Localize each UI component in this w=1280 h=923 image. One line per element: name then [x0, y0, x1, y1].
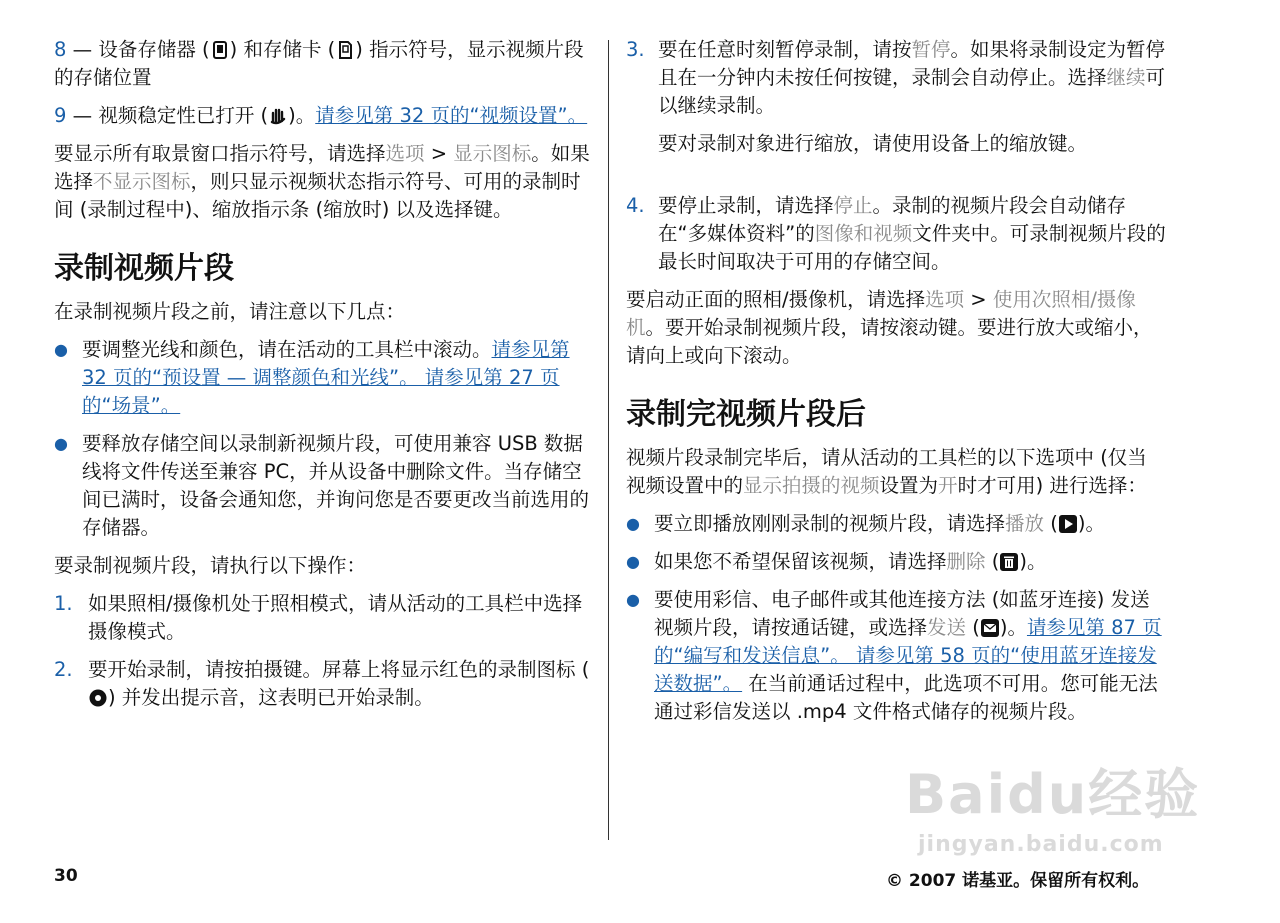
step-1: 1. 如果照相/摄像机处于照相模式，请从活动的工具栏中选择摄像模式。: [54, 592, 583, 643]
page-number: 30: [54, 866, 78, 886]
step-4: 4. 要停止录制，请选择停止。录制的视频片段会自动储存在“多媒体资料”的图像和视频文件夹中。可录制视频片段的最长时间取决于可用的存储空间。: [626, 194, 1166, 273]
right-column: [626, 36, 1166, 736]
steps-intro: 要录制视频片段，请执行以下操作：: [54, 554, 367, 577]
copyright-notice: © 2007 诺基亚。保留所有权利。: [886, 871, 1150, 891]
continue-term: 继续: [1106, 66, 1146, 89]
show-icons-term: 显示图标: [453, 142, 532, 165]
options-term: 选项: [385, 142, 425, 165]
bullet-item-send: ● 要使用彩信、电子邮件或其他连接方法 (如蓝牙连接) 发送视频片段，请按通话键，或选择发送 ( )。请参见第 87 页的“编写和发送信息”。 请参见第 58 页的“使用蓝牙连接发送数据”。 在当前通话过程中，此选项不可用。您可能无法通过彩信发送以 .mp4 文件格式储存的视频片段。: [626, 588, 1162, 723]
legend-item-9: 9 — 视频稳定性已打开 ( )。请参见第 32 页的“视频设置”。: [54, 104, 588, 127]
on-term: 开: [938, 474, 958, 497]
bullet-marker: ●: [54, 434, 68, 453]
record-intro: 在录制视频片段之前，请注意以下几点：: [54, 300, 406, 323]
send-term: 发送: [927, 616, 967, 639]
front-camera-paragraph: 要启动正面的照相/摄像机，请选择选项 > 使用次照相/摄像机。要开始录制视频片段，请按滚动键。要进行放大或缩小，请向上或向下滚动。: [626, 288, 1153, 367]
record-icon: [89, 689, 107, 707]
messages-bluetooth-link[interactable]: 请参见第 87 页的“编写和发送信息”。 请参见第 58 页的“使用蓝牙连接发送数据”。: [654, 616, 1162, 695]
bullet-item: ● 要调整光线和颜色，请在活动的工具栏中滚动。请参见第 32 页的“预设置 — 调整颜色和光线”。 请参见第 27 页的“场景”。: [54, 338, 570, 417]
watermark-url: jingyan.baidu.com: [918, 832, 1164, 857]
secondary-camera-term: 使用次照相/摄像机: [626, 288, 1136, 339]
bullet-marker: ●: [54, 340, 68, 359]
options-term: 选项: [925, 288, 965, 311]
pause-term: 暂停: [911, 38, 951, 61]
bullet-marker: ●: [626, 514, 640, 533]
hide-icons-term: 不显示图标: [93, 170, 191, 193]
stop-term: 停止: [833, 194, 873, 217]
show-captured-video-term: 显示拍摄的视频: [743, 474, 880, 497]
bullet-item: ● 要释放存储空间以录制新视频片段，可使用兼容 USB 数据线将文件传送至兼容 PC，并从设备中删除文件。当存储空间已满时，设备会通知您，并询问您是否要更改当前选用的存储器。: [54, 432, 590, 539]
column-divider: [608, 40, 609, 840]
legend-item-8: 8 — 设备存储器 ( ) 和存储卡 ( ) 指示符号，显示视频片段的存储位置: [54, 38, 584, 89]
bullet-marker: ●: [626, 552, 640, 571]
after-record-intro: 视频片段录制完毕后，请从活动的工具栏的以下选项中 (仅当视频设置中的显示拍摄的视频设置为开时才可用) 进行选择：: [626, 446, 1147, 497]
indicators-paragraph: 要显示所有取景窗口指示符号，请选择选项 > 显示图标。如果选择不显示图标，则只显示视频状态指示符号、可用的录制时间 (录制过程中)、缩放指示条 (缩放时) 以及选择键。: [54, 142, 590, 221]
left-column: [54, 36, 594, 722]
play-icon: [1059, 515, 1077, 533]
images-videos-term: 图像和视频: [814, 222, 913, 245]
envelope-icon: [981, 619, 999, 637]
section-heading-after-record: 录制完视频片段后: [626, 397, 866, 432]
device-memory-icon: [211, 41, 229, 59]
bullet-marker: ●: [626, 590, 640, 609]
bullet-item-play: ● 要立即播放刚刚录制的视频片段，请选择播放 ( )。: [626, 510, 1166, 538]
zoom-note: 要对录制对象进行缩放，请使用设备上的缩放键。: [658, 132, 1088, 155]
memory-card-icon: [336, 41, 354, 59]
step-3: 3. 要在任意时刻暂停录制，请按暂停。如果将录制设定为暂停且在一分钟内未按任何按键，录制会自动停止。选择继续可以继续录制。: [626, 38, 1166, 117]
delete-term: 删除: [946, 550, 986, 573]
bullet-item-delete: ● 如果您不希望保留该视频，请选择删除 ( )。: [626, 548, 1166, 576]
step-2: 2. 要开始录制，请按拍摄键。屏幕上将显示红色的录制图标 () 并发出提示音，这表明已开始录制。: [54, 658, 590, 709]
video-settings-link[interactable]: 请参见第 32 页的“视频设置”。: [315, 104, 588, 127]
watermark-logo: Baidu经验: [905, 763, 1201, 826]
stabilization-hand-icon: [269, 107, 287, 125]
section-heading-record: 录制视频片段: [54, 251, 234, 286]
play-term: 播放: [1005, 512, 1045, 535]
presets-scenes-link[interactable]: 请参见第 32 页的“预设置 — 调整颜色和光线”。 请参见第 27 页的“场景”。: [82, 338, 570, 417]
trash-icon: [1000, 553, 1018, 571]
